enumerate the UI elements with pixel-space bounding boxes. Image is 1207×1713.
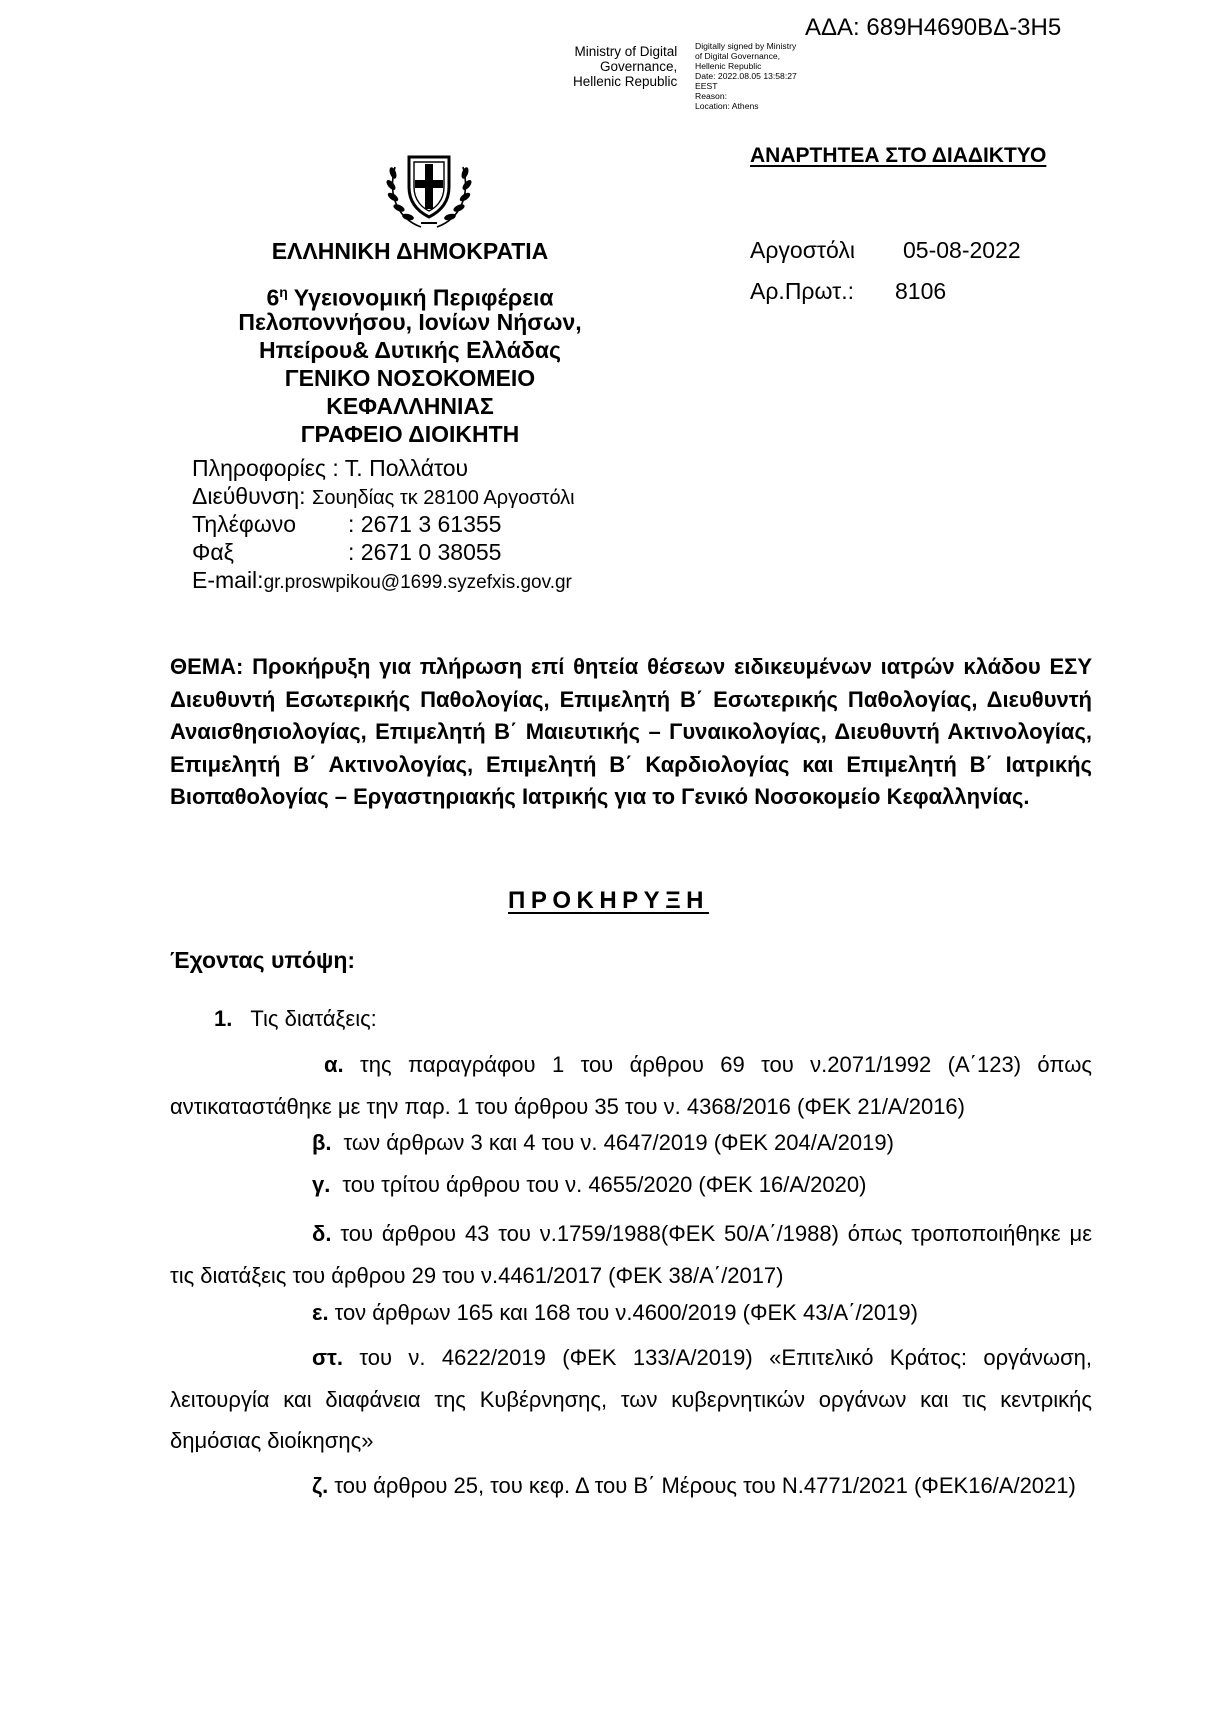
contact-fax-label: Φαξ: [192, 539, 234, 565]
signature-detail-line: Digitally signed by Ministry: [695, 41, 797, 51]
provision-e-text: τον άρθρων 165 και 168 του ν.4600/2019 (ΦΕΚ 43/Α΄/2019): [334, 1300, 918, 1325]
provision-a: [170, 1044, 1092, 1127]
item-1-text: Τις διατάξεις:: [250, 1006, 377, 1031]
contact-phone-label: Τηλέφωνο: [192, 511, 297, 537]
header-hospital-line2: ΚΕΦΑΛΛΗΝΙΑΣ: [326, 393, 494, 419]
considering-heading: Έχοντας υπόψη:: [170, 947, 356, 973]
contact-fax-value: : 2671 0 38055: [348, 539, 502, 565]
header-hospital-line1: ΓΕΝΙΚΟ ΝΟΣΟΚΟΜΕΙΟ: [284, 365, 536, 391]
signature-detail-line: Hellenic Republic: [695, 61, 762, 71]
contact-address-label: Διεύθυνση:: [192, 483, 312, 509]
contact-info-label: Πληροφορίες :: [192, 455, 345, 481]
provision-f: [170, 1337, 1092, 1462]
provision-g: [170, 1465, 1092, 1507]
provision-c: [312, 1172, 866, 1198]
header-region-line2: Πελοποννήσου, Ιονίων Νήσων,: [238, 309, 582, 335]
provision-c-label: γ.: [312, 1172, 331, 1197]
ada-code: ΑΔΑ: 689Η4690ΒΔ-3Η5: [805, 14, 1062, 41]
provision-a-text: της παραγράφου 1 του άρθρου 69 του ν.2071/1992 (Α΄123) όπως αντικαταστάθηκε με την παρ. 1 του άρθρου 35 του ν. 4368/2016 (ΦΕΚ 21/Α/2016): [170, 1052, 1092, 1119]
provision-g-label: ζ.: [312, 1473, 329, 1498]
provision-c-text: του τρίτου άρθρου του ν. 4655/2020 (ΦΕΚ 16/Α/2020): [342, 1172, 867, 1197]
contact-fax: [192, 538, 501, 567]
provision-e-label: ε.: [312, 1300, 329, 1325]
provision-d-text: του άρθρου 43 του ν.1759/1988(ΦΕΚ 50/Α΄/1988) όπως τροποποιήθηκε με τις διατάξεις του άρθρου 29 του ν.4461/2017 (ΦΕΚ 38/Α΄/2017): [170, 1221, 1092, 1288]
header-region-line3: Ηπείρου& Δυτικής Ελλάδας: [259, 337, 561, 363]
contact-address: [192, 482, 575, 513]
header-republic: ΕΛΛΗΝΙΚΗ ΔΗΜΟΚΡΑΤΙΑ: [271, 238, 549, 264]
contact-phone: [192, 510, 501, 539]
provision-b-label: β.: [312, 1130, 332, 1155]
coat-of-arms-icon: [381, 147, 477, 231]
signature-detail-line: Reason:: [695, 91, 728, 101]
signature-details: [695, 41, 797, 111]
protocol-label: Αρ.Πρωτ.:: [750, 278, 855, 304]
contact-phone-value: : 2671 3 61355: [348, 511, 502, 537]
signature-detail-line: Location: Athens: [695, 101, 759, 111]
contact-info: [192, 454, 468, 483]
contact-email: [192, 566, 572, 598]
provision-b-text: των άρθρων 3 και 4 του ν. 4647/2019 (ΦΕΚ 204/Α/2019): [343, 1130, 894, 1155]
place-label: Αργοστόλι: [750, 237, 855, 263]
signature-signer-line: Governance,: [600, 59, 678, 74]
signature-detail-line: Date: 2022.08.05 13:58:27: [695, 71, 797, 81]
header-region-num: 6: [266, 284, 280, 311]
document-title: ΠΡΟΚΗΡΥΞΗ: [508, 887, 709, 914]
header-region-sup: η: [279, 284, 288, 300]
provision-f-text: του ν. 4622/2019 (ΦΕΚ 133/Α/2019) «Επιτελικό Κράτος: οργάνωση, λειτουργία και διαφάνεια της Κυβέρνησης, των κυβερνητικών οργάνων και τις κεντρικής δημόσιας διοίκησης»: [170, 1345, 1092, 1453]
item-1: [214, 1006, 377, 1032]
header-office: ΓΡΑΦΕΙΟ ΔΙΟΙΚΗΤΗ: [300, 421, 520, 447]
contact-email-label: E-mail:: [192, 567, 264, 593]
provision-e: [312, 1300, 918, 1326]
header-region-rest: Υγειονομική Περιφέρεια: [287, 284, 554, 311]
post-online-notice: ΑΝΑΡΤΗΤΕΑ ΣΤΟ ΔΙΑΔΙΚΤΥΟ: [750, 144, 1047, 167]
contact-email-value: gr.proswpikou@1699.syzefxis.gov.gr: [263, 572, 572, 593]
protocol-number: 8106: [895, 278, 947, 304]
provision-f-label: στ.: [312, 1345, 343, 1370]
subject-paragraph: ΘΕΜΑ: Προκήρυξη για πλήρωση επί θητεία θέσεων ειδικευμένων ιατρών κλάδου ΕΣΥ Διευθυντή Εσωτερικής Παθολογίας, Επιμελητή Β΄ Εσωτερικής Παθολογίας, Διευθυντή Αναισθησιολογίας, Επιμελητή Β΄ Μαιευτικής – Γυναικολογίας, Διευθυντή Ακτινολογίας, Επιμελητή Β΄ Ακτινολογίας, Επιμελητή Β΄ Καρδιολογίας και Επιμελητή Β΄ Ιατρικής Βιοπαθολογίας – Εργαστηριακής Ιατρικής για το Γενικό Νοσοκομείο Κεφαλληνίας.: [170, 654, 1092, 809]
provision-d: [170, 1213, 1092, 1296]
signature-detail-line: EEST: [695, 81, 718, 91]
signature-signer: [573, 44, 677, 89]
provision-a-label: α.: [324, 1052, 344, 1077]
document-date: 05-08-2022: [903, 237, 1021, 263]
signature-signer-line: Hellenic Republic: [573, 74, 678, 89]
signature-detail-line: of Digital Governance,: [695, 51, 781, 61]
item-1-number: 1.: [214, 1006, 233, 1031]
provision-b: [312, 1130, 894, 1156]
provision-g-text: του άρθρου 25, του κεφ. Δ του Β΄ Μέρους του Ν.4771/2021 (ΦΕΚ16/Α/2021): [328, 1473, 1076, 1498]
contact-info-value: Τ. Πολλάτου: [344, 455, 469, 481]
contact-address-value: Σουηδίας τκ 28100 Αργοστόλι: [311, 487, 575, 509]
signature-signer-line: Ministry of Digital: [574, 44, 678, 59]
provision-d-label: δ.: [312, 1221, 332, 1246]
